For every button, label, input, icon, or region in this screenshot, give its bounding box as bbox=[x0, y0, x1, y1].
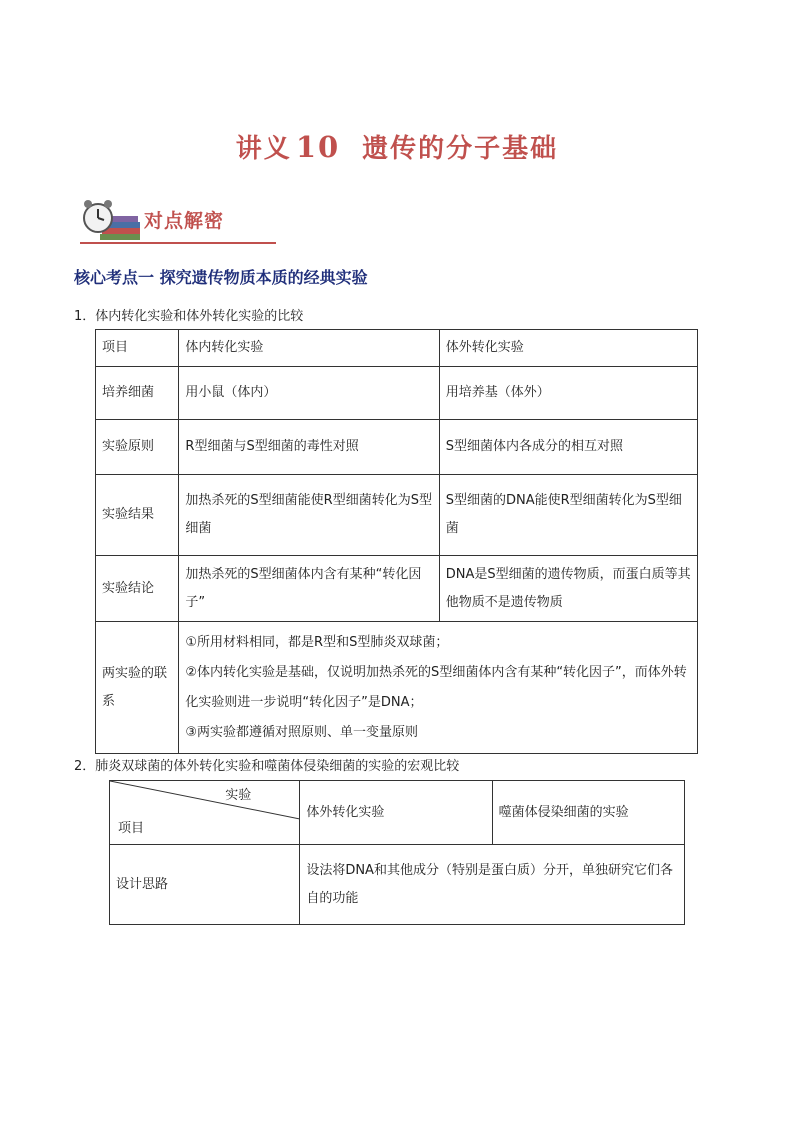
table-row-label: 设计思路 bbox=[110, 845, 300, 925]
table-cell: 加热杀死的S型细菌能使R型细菌转化为S型细菌 bbox=[179, 475, 439, 556]
table-header-cell: 体内转化实验 bbox=[179, 330, 439, 367]
table-row bbox=[96, 622, 698, 754]
link-line: ③两实验都遵循对照原则、单一变量原则 bbox=[185, 724, 419, 740]
table-row bbox=[96, 475, 698, 556]
table-cell: 用小鼠（体内） bbox=[179, 367, 439, 420]
comparison-table-1 bbox=[95, 329, 698, 754]
clock-and-books-icon bbox=[80, 198, 142, 244]
table-row-label: 两实验的联系 bbox=[96, 622, 179, 754]
table-header-row bbox=[96, 330, 698, 367]
table-header-cell: 体外转化实验 bbox=[439, 330, 697, 367]
banner-label: 对点解密 bbox=[144, 210, 225, 232]
table-header-row bbox=[110, 781, 685, 845]
item1-title: 1．体内转化实验和体外转化实验的比较 bbox=[74, 309, 304, 324]
table-row-label: 培养细菌 bbox=[96, 367, 179, 420]
table-row-label: 实验结论 bbox=[96, 556, 179, 622]
table-row-label: 实验结果 bbox=[96, 475, 179, 556]
link-line: ①所用材料相同，都是R型和S型肺炎双球菌； bbox=[185, 634, 449, 650]
table-row bbox=[96, 420, 698, 475]
table-cell: 设法将DNA和其他成分（特别是蛋白质）分开，单独研究它们各自的功能 bbox=[300, 845, 685, 925]
table-row bbox=[96, 556, 698, 622]
table-row bbox=[110, 845, 685, 925]
corner-bottom-label: 项目 bbox=[118, 821, 145, 836]
table-row bbox=[96, 367, 698, 420]
table-header-cell: 噬菌体侵染细菌的实验 bbox=[492, 781, 684, 845]
table-cell: S型细菌的DNA能使R型细菌转化为S型细菌 bbox=[439, 475, 697, 556]
corner-top-label: 实验 bbox=[225, 788, 252, 803]
section-title: 核心考点一 探究遗传物质本质的经典实验 bbox=[74, 268, 368, 287]
table-cell: 加热杀死的S型细菌体内含有某种“转化因子” bbox=[179, 556, 439, 622]
title-prefix: 讲义 bbox=[235, 134, 292, 164]
title-number: 10 bbox=[295, 130, 341, 164]
table-cell: S型细菌体内各成分的相互对照 bbox=[439, 420, 697, 475]
table-cell-links bbox=[179, 622, 698, 754]
item2-title: 2．肺炎双球菌的体外转化实验和噬菌体侵染细菌的实验的宏观比较 bbox=[74, 759, 460, 774]
table-cell: 用培养基（体外） bbox=[439, 367, 697, 420]
table-cell: DNA是S型细菌的遗传物质，而蛋白质等其他物质不是遗传物质 bbox=[439, 556, 697, 622]
table-header-cell: 项目 bbox=[96, 330, 179, 367]
link-line: ②体内转化实验是基础，仅说明加热杀死的S型细菌体内含有某种“转化因子”，而体外转化实验则进一步说明“转化因子”是DNA； bbox=[185, 664, 687, 710]
comparison-table-2 bbox=[109, 780, 685, 925]
table-cell: R型细菌与S型细菌的毒性对照 bbox=[179, 420, 439, 475]
page-title bbox=[0, 128, 794, 165]
table-header-cell: 体外转化实验 bbox=[300, 781, 492, 845]
table-row-label: 实验原则 bbox=[96, 420, 179, 475]
title-text: 遗传的分子基础 bbox=[362, 134, 559, 164]
diagonal-header-cell bbox=[110, 781, 300, 845]
banner-underline bbox=[80, 242, 276, 244]
section-banner bbox=[80, 198, 276, 248]
